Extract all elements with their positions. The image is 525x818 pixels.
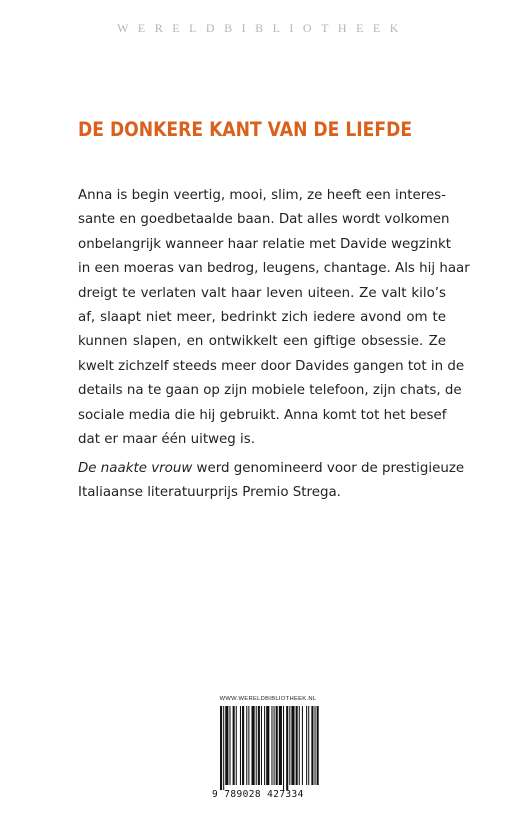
- barcode-bar: [266, 706, 269, 785]
- barcode-bar: [248, 706, 249, 785]
- barcode-bar: [296, 706, 298, 785]
- barcode-bar: [264, 706, 265, 785]
- blurb-line: af, slaapt niet meer, bedrinkt zich iedere avond om te: [78, 310, 446, 326]
- blurb-line: kunnen slapen, en ontwikkelt een giftige obsessie. Ze: [78, 334, 446, 350]
- blurb-line: dat er maar één uitweg is.: [78, 432, 256, 448]
- publisher-name: WERELDBIBLIOTHEEK: [117, 21, 408, 35]
- barcode-bar: [236, 706, 237, 785]
- barcode-bar: [271, 706, 272, 785]
- blurb-line: Anna is begin veertig, mooi, slim, ze heeft een interes-: [78, 188, 446, 203]
- barcode-bar: [306, 706, 307, 785]
- barcode-bar: [286, 706, 288, 790]
- blurb-line: onbelangrijk wanneer haar relatie met Davide wegzinkt: [78, 236, 452, 252]
- barcode-bar: [229, 706, 230, 785]
- isbn-number: 9 789028 427334: [212, 789, 304, 800]
- barcode-bar: [261, 706, 262, 785]
- blurb-line: dreigt te verlaten valt haar leven uiteen. Ze valt kilo’s: [78, 285, 446, 301]
- barcode-bar: [276, 706, 278, 785]
- barcode-bar: [302, 706, 303, 785]
- nomination-paragraph: [78, 457, 465, 506]
- barcode-bar: [220, 706, 222, 790]
- barcode-bar: [311, 706, 313, 785]
- barcode-bar: [233, 706, 235, 785]
- barcode-bar: [242, 706, 244, 785]
- blurb-line: details na te gaan op zijn mobiele telefoon, zijn chats, de: [78, 383, 462, 399]
- barcode-bar: [225, 706, 228, 785]
- nomination-text: werd genomineerd voor de prestigieuze: [192, 461, 465, 476]
- barcode-bar: [246, 706, 247, 785]
- barcode-bar: [240, 706, 241, 785]
- barcode-bar: [274, 706, 275, 785]
- barcode-bar: [256, 706, 257, 785]
- blurb-line: kwelt zichzelf steeds meer door Davides gangen tot in de: [78, 358, 465, 374]
- barcode-bar: [289, 706, 290, 785]
- barcode-block: [212, 696, 324, 806]
- headline: DE DONKERE KANT VAN DE LIEFDE: [78, 118, 413, 141]
- barcode-bar: [315, 706, 316, 785]
- barcode-bar: [252, 706, 255, 785]
- barcode-bar: [299, 706, 300, 785]
- barcode-bar: [279, 706, 282, 785]
- barcode-icon: [212, 706, 324, 791]
- book-title: De naakte vrouw: [78, 461, 193, 476]
- barcode-bar: [258, 706, 260, 785]
- barcode-bar: [291, 706, 294, 785]
- nomination-line-2: Italiaanse literatuurprijs Premio Strega.: [78, 485, 341, 501]
- blurb-line: sociale media die hij gebruikt. Anna komt tot het besef: [78, 407, 447, 423]
- barcode-bar: [223, 706, 224, 790]
- blurb-paragraph: [78, 184, 470, 452]
- barcode-bar: [317, 706, 319, 785]
- blurb-line: in een moeras van bedrog, leugens, chantage. Als hij haar: [78, 261, 470, 277]
- barcode-bar: [283, 706, 284, 790]
- barcode-bar: [308, 706, 309, 785]
- barcode-url: WWW.WERELDBIBLIOTHEEK.NL: [219, 696, 317, 702]
- nomination-line-1: [78, 457, 465, 481]
- blurb-line: sante en goedbetaalde baan. Dat alles wordt volkomen: [78, 212, 450, 228]
